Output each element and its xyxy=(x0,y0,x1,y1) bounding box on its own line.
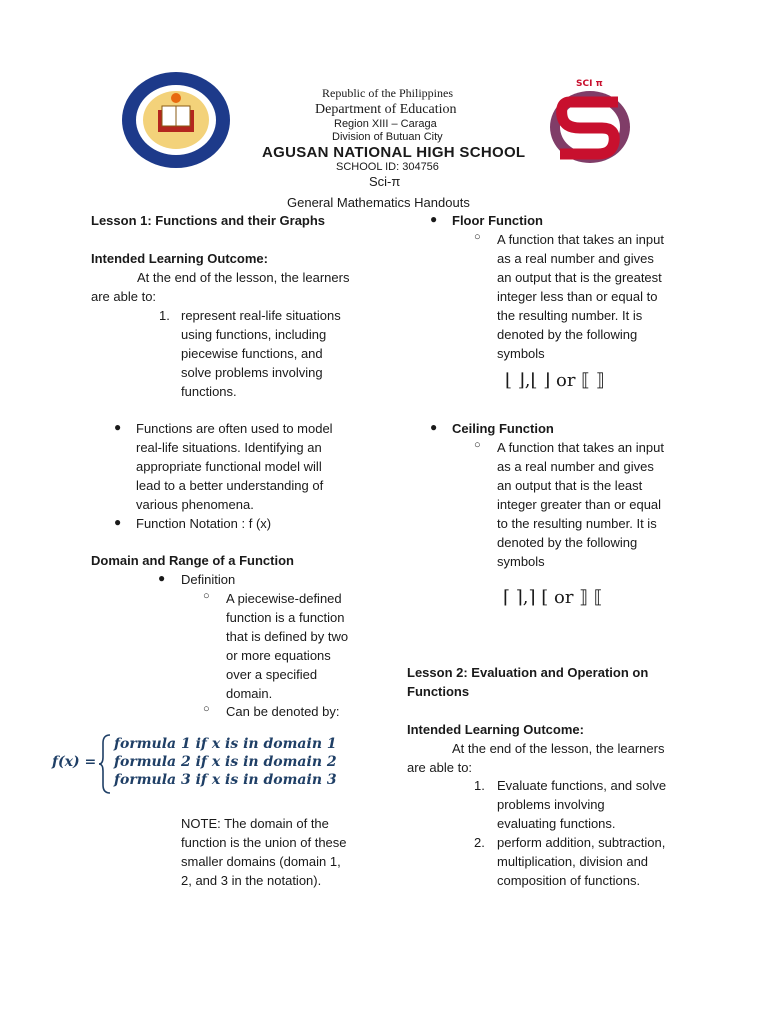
denoted-text: Can be denoted by: xyxy=(226,704,340,719)
floor-text: A function that takes an input xyxy=(497,232,664,247)
list-item-text: solve problems involving xyxy=(181,365,323,380)
circle-bullet-icon: ○ xyxy=(203,703,210,715)
svg-text:SCI π: SCI π xyxy=(576,79,603,89)
note-text: NOTE: The domain of the xyxy=(181,816,329,831)
ilo-heading-right: Intended Learning Outcome: xyxy=(407,722,584,737)
lesson2-title: Lesson 2: Evaluation and Operation on xyxy=(407,665,649,680)
formula-line: formula 2 if x is in domain 2 xyxy=(114,754,337,770)
left-brace-icon xyxy=(98,733,112,795)
ilo-text-right-1: At the end of the lesson, the learners xyxy=(452,741,665,756)
function-notation-text: Function Notation : f (x) xyxy=(136,516,272,531)
floor-symbols: ⌊ ⌋,⌊ ⌋ or ⟦ ⟧ xyxy=(505,370,605,391)
formula-line: formula 1 if x is in domain 1 xyxy=(114,736,337,752)
ceiling-text: integer greater than or equal xyxy=(497,497,662,512)
bullet-text: Functions are often used to model xyxy=(136,421,333,436)
definition-label: Definition xyxy=(181,572,236,587)
ceiling-function-title: Ceiling Function xyxy=(452,421,554,436)
floor-function-title: Floor Function xyxy=(452,213,543,228)
list-item-text: perform addition, subtraction, xyxy=(497,835,666,850)
definition-text: that is defined by two xyxy=(226,629,349,644)
formula-line: formula 3 if x is in domain 3 xyxy=(114,772,337,788)
list-item-text: functions. xyxy=(181,384,237,399)
ilo-text-right-2: are able to: xyxy=(407,760,473,775)
ceiling-text: to the resulting number. It is xyxy=(497,516,657,531)
floor-text: symbols xyxy=(497,346,545,361)
definition-text: domain. xyxy=(226,686,273,701)
list-item-text: represent real-life situations xyxy=(181,308,341,323)
sci-text: Sci-π xyxy=(369,174,401,189)
republic-text: Republic of the Philippines xyxy=(322,86,453,100)
note-text: smaller domains (domain 1, xyxy=(181,854,341,869)
floor-text: denoted by the following xyxy=(497,327,638,342)
ceiling-text: denoted by the following xyxy=(497,535,638,550)
circle-bullet-icon: ○ xyxy=(474,231,481,243)
list-number: 1. xyxy=(159,308,170,323)
bullet-text: appropriate functional model will xyxy=(136,459,322,474)
circle-bullet-icon: ○ xyxy=(474,439,481,451)
bullet-icon: ● xyxy=(114,420,122,434)
note-text: function is the union of these xyxy=(181,835,347,850)
definition-text: over a specified xyxy=(226,667,318,682)
ilo-text-left-2: are able to: xyxy=(91,289,157,304)
list-item-text: piecewise functions, and xyxy=(181,346,323,361)
list-item-text: problems involving xyxy=(497,797,605,812)
bullet-icon: ● xyxy=(158,571,166,585)
ceiling-text: an output that is the least xyxy=(497,478,643,493)
ilo-heading-left: Intended Learning Outcome: xyxy=(91,251,268,266)
bullet-text: real-life situations. Identifying an xyxy=(136,440,322,455)
formula-fx: f(x) = xyxy=(52,754,97,770)
school-name: AGUSAN NATIONAL HIGH SCHOOL xyxy=(262,144,526,161)
school-id: SCHOOL ID: 304756 xyxy=(336,161,439,173)
lesson1-title: Lesson 1: Functions and their Graphs xyxy=(91,213,326,228)
domain-range-heading: Domain and Range of a Function xyxy=(91,553,294,568)
list-item-text: using functions, including xyxy=(181,327,327,342)
floor-text: integer less than or equal to xyxy=(497,289,658,304)
floor-text: an output that is the greatest xyxy=(497,270,662,285)
department-text: Department of Education xyxy=(315,102,457,117)
bullet-text: lead to a better understanding of xyxy=(136,478,324,493)
definition-text: A piecewise-defined xyxy=(226,591,342,606)
bullet-icon: ● xyxy=(430,212,438,226)
lesson2-title-cont: Functions xyxy=(407,684,470,699)
ceiling-text: symbols xyxy=(497,554,545,569)
list-item-text: evaluating functions. xyxy=(497,816,616,831)
ceiling-symbols: ⌈ ⌉,⌉ [ or ⟧ ⟦ xyxy=(503,587,603,608)
bullet-text: various phenomena. xyxy=(136,497,254,512)
ceiling-text: as a real number and gives xyxy=(497,459,654,474)
bullet-icon: ● xyxy=(430,420,438,434)
division-text: Division of Butuan City xyxy=(332,131,443,143)
sci-pi-logo xyxy=(540,72,640,172)
school-seal-logo xyxy=(120,70,232,170)
list-number: 2. xyxy=(474,835,485,850)
ceiling-text: A function that takes an input xyxy=(497,440,664,455)
bullet-icon: ● xyxy=(114,515,122,529)
circle-bullet-icon: ○ xyxy=(203,590,210,602)
floor-text: the resulting number. It is xyxy=(497,308,643,323)
definition-text: function is a function xyxy=(226,610,345,625)
definition-text: or more equations xyxy=(226,648,331,663)
ilo-text-left-1: At the end of the lesson, the learners xyxy=(137,270,350,285)
region-text: Region XIII – Caraga xyxy=(334,118,437,130)
list-item-text: Evaluate functions, and solve xyxy=(497,778,667,793)
list-item-text: multiplication, division and xyxy=(497,854,649,869)
note-text: 2, and 3 in the notation). xyxy=(181,873,322,888)
list-number: 1. xyxy=(474,778,485,793)
list-item-text: composition of functions. xyxy=(497,873,641,888)
floor-text: as a real number and gives xyxy=(497,251,654,266)
handouts-title: General Mathematics Handouts xyxy=(287,195,470,210)
